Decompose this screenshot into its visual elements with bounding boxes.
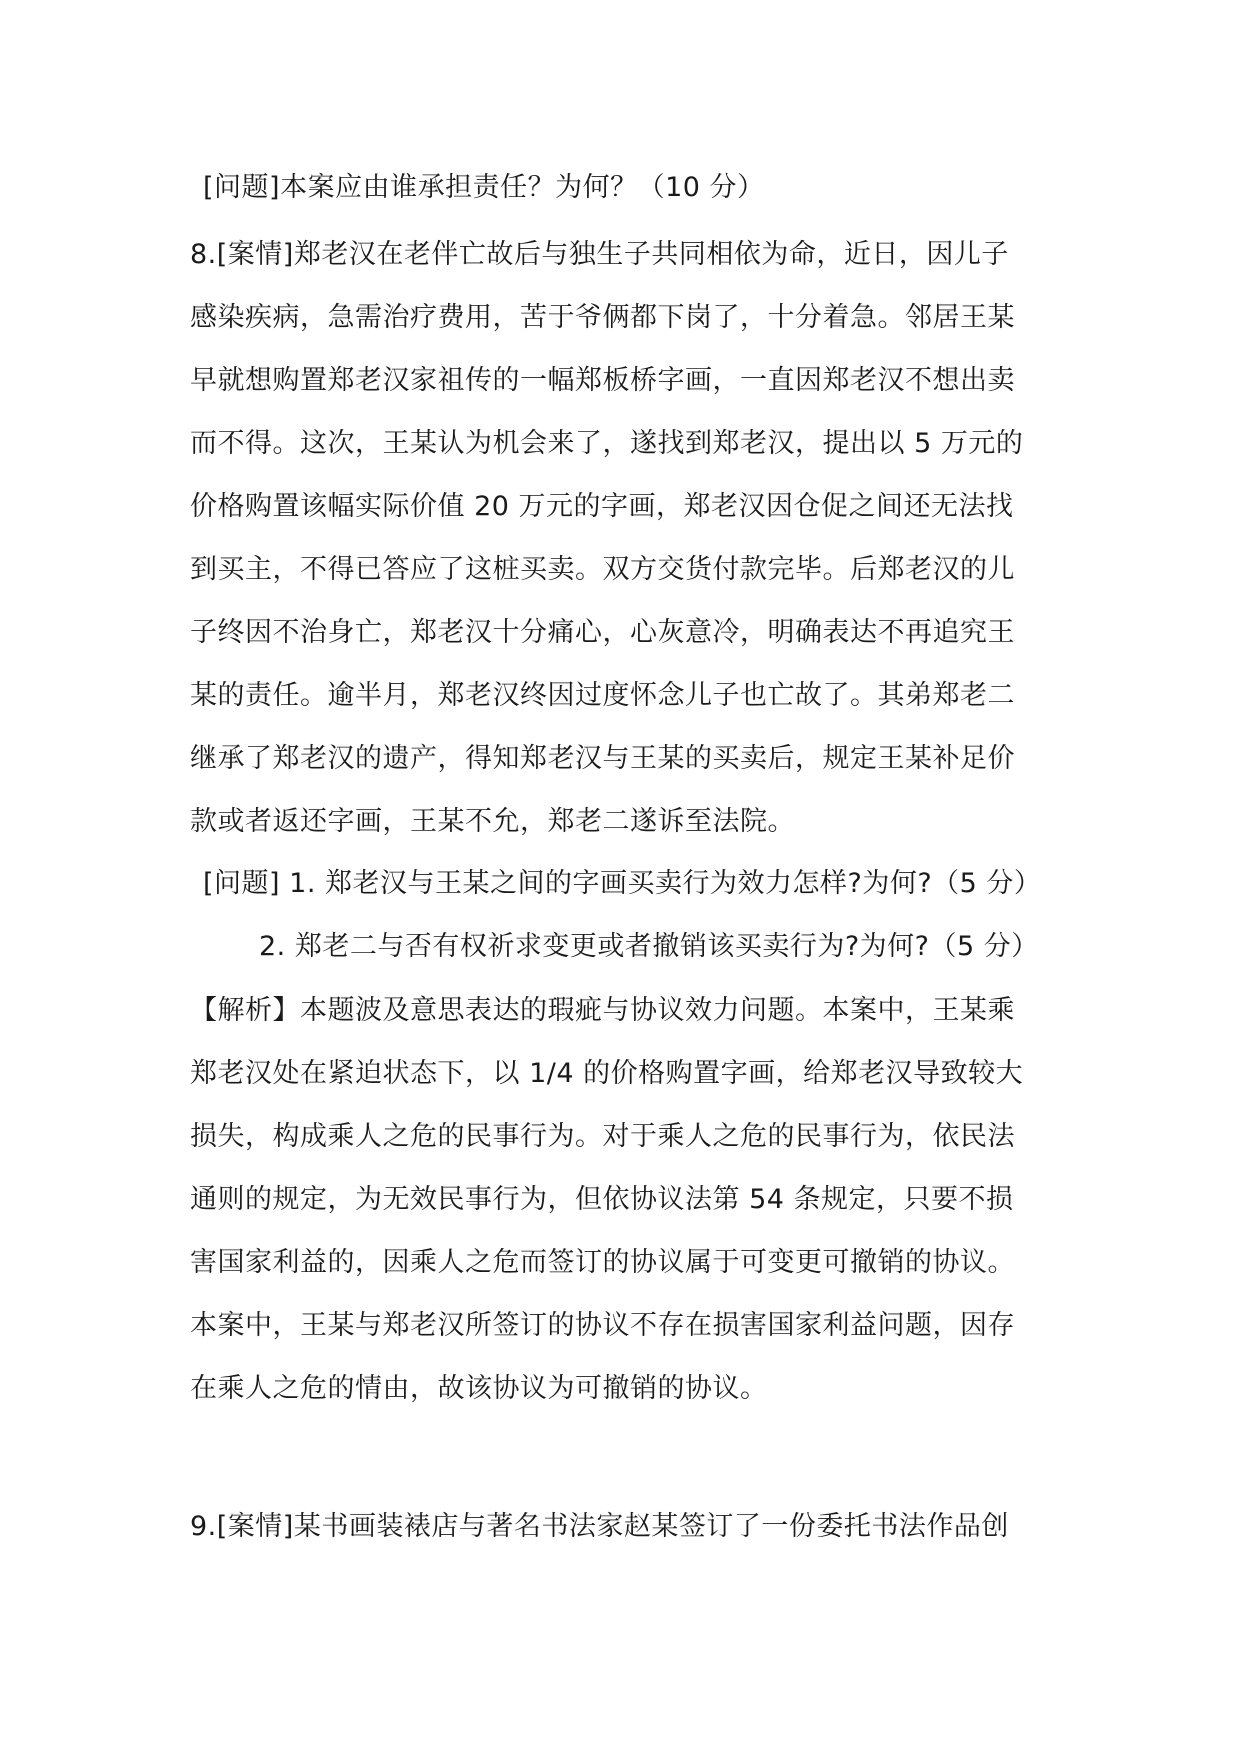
case-8-line-3: 早就想购置郑老汉家祖传的一幅郑板桥字画，一直因郑老汉不想出卖: [190, 365, 1015, 396]
case-8-line-2: 感染疾病，急需治疗费用，苦于爷俩都下岗了，十分着急。邻居王某: [190, 302, 1015, 333]
case-8-line-7: 子终因不治身亡，郑老汉十分痛心，心灰意冷，明确表达不再追究王: [190, 617, 1015, 648]
case-8-line-6: 到买主，不得已答应了这桩买卖。双方交货付款完毕。后郑老汉的儿: [190, 554, 1015, 585]
analysis-line-6: 本案中，王某与郑老汉所签订的协议不存在损害国家利益问题，因存: [190, 1310, 1015, 1341]
analysis-line-4: 通则的规定，为无效民事行为，但依协议法第 54 条规定，只要不损: [190, 1184, 1014, 1215]
analysis-line-2: 郑老汉处在紧迫状态下，以 1/4 的价格购置字画，给郑老汉导致较大: [190, 1058, 1024, 1089]
question-8-2: 2. 郑老二与否有权祈求变更或者撤销该买卖行为?为何?（5 分）: [259, 931, 1039, 962]
question-8-1: [问题] 1. 郑老汉与王某之间的字画买卖行为效力怎样?为何?（5 分）: [203, 868, 1042, 899]
analysis-line-7: 在乘人之危的情由，故该协议为可撤销的协议。: [190, 1373, 768, 1404]
case-8-line-8: 某的责任。逾半月，郑老汉终因过度怀念儿子也亡故了。其弟郑老二: [190, 680, 1015, 711]
case-8-line-4: 而不得。这次，王某认为机会来了，遂找到郑老汉，提出以 5 万元的: [190, 428, 1024, 459]
analysis-line-1: 【解析】本题波及意思表达的瑕疵与协议效力问题。本案中，王某乘: [190, 995, 1015, 1026]
case-8-line-5: 价格购置该幅实际价值 20 万元的字画，郑老汉因仓促之间还无法找: [190, 491, 1014, 522]
case-9-line-1: 9.[案情]某书画装裱店与著名书法家赵某签订了一份委托书法作品创: [190, 1511, 1009, 1542]
analysis-line-3: 损失，构成乘人之危的民事行为。对于乘人之危的民事行为，依民法: [190, 1121, 1015, 1152]
case-8-line-10: 款或者返还字画，王某不允，郑老二遂诉至法院。: [190, 806, 795, 837]
case-8-line-9: 继承了郑老汉的遗产，得知郑老汉与王某的买卖后，规定王某补足价: [190, 743, 1015, 774]
analysis-line-5: 害国家利益的，因乘人之危而签订的协议属于可变更可撤销的协议。: [190, 1247, 1015, 1278]
question-7: [问题]本案应由谁承担责任？为何？（10 分）: [203, 172, 765, 203]
case-8-line-1: 8.[案情]郑老汉在老伴亡故后与独生子共同相依为命，近日，因儿子: [190, 239, 1009, 270]
